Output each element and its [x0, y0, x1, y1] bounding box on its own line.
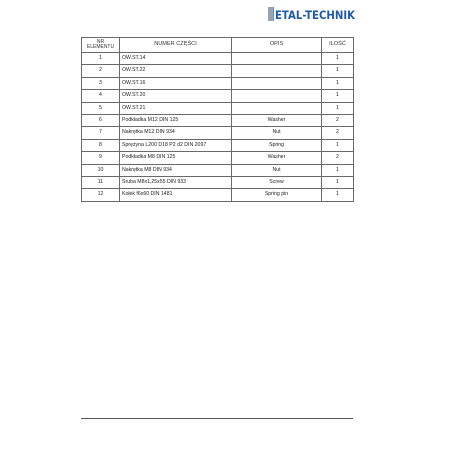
table-row [82, 189, 354, 201]
cell-part-number: OW.ST.22 [120, 65, 232, 77]
cell-part-number: OW.ST.16 [120, 77, 232, 89]
cell-part-number: Kołek f6x60 DIN 1481 [120, 189, 232, 201]
table-row [82, 53, 354, 65]
cell-part-number: OW.ST.21 [120, 102, 232, 114]
table-row [82, 114, 354, 126]
cell-description [232, 77, 322, 89]
svg-text:ETAL-TECHNIK: ETAL-TECHNIK [275, 8, 356, 22]
table-row [82, 139, 354, 151]
cell-part-number: Nakrętka M8 DIN 934 [120, 164, 232, 176]
cell-description [232, 53, 322, 65]
cell-part-number: Nakrętka M12 DIN 934 [120, 127, 232, 139]
cell-quantity: 1 [322, 164, 354, 176]
table-row [82, 77, 354, 89]
cell-description [232, 65, 322, 77]
table-row [82, 102, 354, 114]
cell-quantity: 1 [322, 189, 354, 201]
cell-quantity: 1 [322, 77, 354, 89]
cell-quantity: 2 [322, 152, 354, 164]
cell-nr: 12 [82, 189, 120, 201]
cell-description [232, 102, 322, 114]
cell-description: Nut [232, 164, 322, 176]
cell-quantity: 2 [322, 114, 354, 126]
table-row [82, 164, 354, 176]
cell-part-number: Sprężyna L200 D18 P2 d2 DIN 2097 [120, 139, 232, 151]
cell-nr: 1 [82, 53, 120, 65]
table-row [82, 152, 354, 164]
cell-quantity: 1 [322, 65, 354, 77]
table-row [82, 90, 354, 102]
cell-quantity: 1 [322, 90, 354, 102]
cell-quantity: 1 [322, 176, 354, 188]
header-nr-elementu: NR ELEMENTU [82, 38, 120, 53]
table-row [82, 127, 354, 139]
cell-nr: 9 [82, 152, 120, 164]
cell-part-number: Podkładka M8 DIN 125 [120, 152, 232, 164]
cell-description [232, 90, 322, 102]
table-body [82, 53, 354, 202]
cell-nr: 5 [82, 102, 120, 114]
cell-quantity: 1 [322, 139, 354, 151]
cell-description: Washer [232, 114, 322, 126]
cell-nr: 10 [82, 164, 120, 176]
cell-description: Screw [232, 176, 322, 188]
cell-nr: 4 [82, 90, 120, 102]
cell-part-number: Podkładka M12 DIN 125 [120, 114, 232, 126]
cell-nr: 8 [82, 139, 120, 151]
cell-part-number: OW.ST.14 [120, 53, 232, 65]
table-header-row [82, 38, 354, 53]
cell-nr: 11 [82, 176, 120, 188]
cell-description: Washer [232, 152, 322, 164]
cell-description: Spring pin [232, 189, 322, 201]
cell-nr: 7 [82, 127, 120, 139]
parts-list-table [81, 37, 354, 202]
cell-description: Spring [232, 139, 322, 151]
company-logo [268, 6, 356, 22]
cell-quantity: 2 [322, 127, 354, 139]
table-row [82, 65, 354, 77]
cell-part-number: Śruba M8x1,25x55 DIN 933 [120, 176, 232, 188]
header-numer-czesci: NUMER CZĘŚCI [120, 38, 232, 53]
cell-quantity: 1 [322, 102, 354, 114]
cell-part-number: OW.ST.20 [120, 90, 232, 102]
cell-description: Nut [232, 127, 322, 139]
metal-technik-logo-icon [268, 6, 356, 22]
cell-nr: 6 [82, 114, 120, 126]
cell-nr: 3 [82, 77, 120, 89]
header-opis: OPIS [232, 38, 322, 53]
header-ilosc: ILOŚĆ [322, 38, 354, 53]
cell-quantity: 1 [322, 53, 354, 65]
title-block-divider [81, 418, 353, 419]
cell-nr: 2 [82, 65, 120, 77]
table-row [82, 176, 354, 188]
